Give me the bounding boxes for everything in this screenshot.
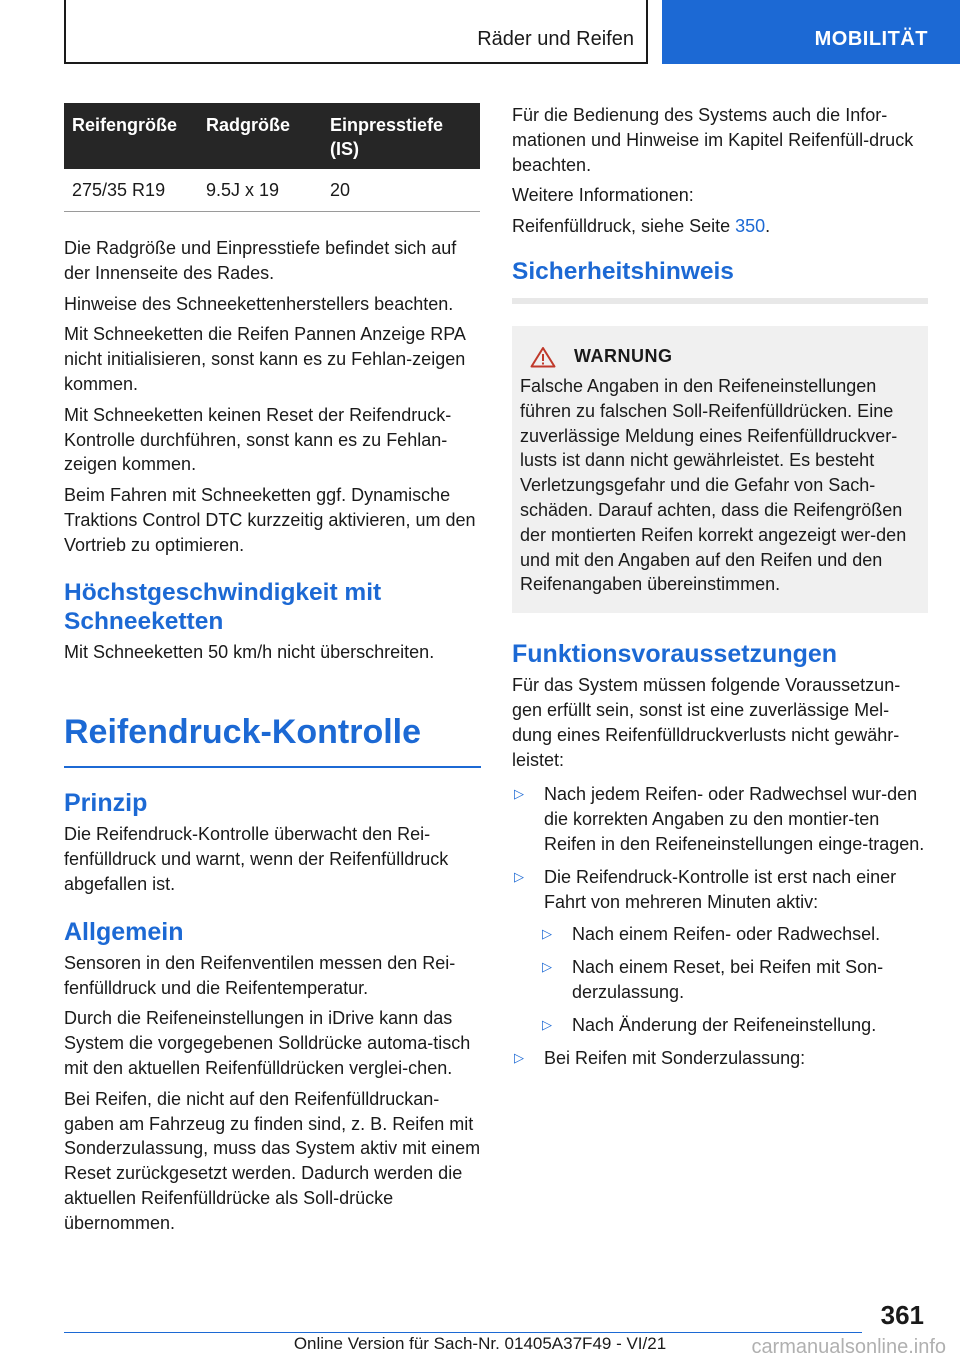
sub-requirements-list	[540, 922, 928, 1037]
paragraph: Für die Bedienung des Systems auch die Infor‐mationen und Hinweise im Kapitel Reifenfüll‐druck beachten.	[512, 105, 914, 175]
paragraph: Weitere Informationen:	[512, 185, 694, 206]
paragraph: Hinweise des Schneekettenherstellers beachten.	[64, 293, 454, 314]
bullet-triangle-icon: ▷	[542, 1016, 552, 1032]
heading-function-requirements: Funktionsvoraussetzungen	[512, 640, 838, 669]
heading-speed: Höchstgeschwindigkeit mit Schneeketten	[64, 578, 382, 635]
list-item-text: Nach jedem Reifen- oder Radwechsel wur‐den die korrekten Angaben zu den montier‐ten Reifen in den Reifeneinstellungen einge‐tragen.	[544, 784, 925, 854]
header-section-box	[64, 0, 648, 64]
header-chapter-tab[interactable]	[662, 0, 960, 64]
bullet-triangle-icon: ▷	[514, 1049, 524, 1065]
table-header-cell: Reifengröße	[64, 103, 198, 169]
list-item-text: Die Reifendruck-Kontrolle ist erst nach einer Fahrt von mehreren Minuten aktiv:	[544, 866, 897, 912]
table-header-row	[64, 103, 480, 169]
heading-allgemein: Allgemein	[64, 917, 184, 946]
list-item-text: Bei Reifen mit Sonderzulassung:	[544, 1047, 806, 1068]
paragraph: Mit Schneeketten die Reifen Pannen Anzeige RPA nicht initialisieren, sonst kann es zu Fehlan‐zeigen kommen.	[64, 324, 466, 394]
list-item	[540, 955, 928, 1005]
list-item	[512, 1046, 928, 1071]
right-column	[512, 103, 928, 1078]
paragraph: Mit Schneeketten 50 km/h nicht überschreiten.	[64, 641, 435, 662]
list-item-text: Nach Änderung der Reifeneinstellung.	[572, 1014, 877, 1035]
warning-text: Falsche Angaben in den Reifeneinstellungen führen zu falschen Soll-Reifenfülldrücken. Eine zuverlässige Meldung eines Reifenfülldruckver‐lusts ist dann nicht gewährleistet. Es besteht Verletzungsgefahr und die Gefahr von Sach‐schäden. Darauf achten, dass die Reifengrößen der montierten Reifen korrekt angezeigt wer‐den und mit den Angaben auf den Reifen und den Reifenangaben übereinstimmen.	[520, 375, 907, 595]
footer-version-text: Online Version für Sach-Nr. 01405A37F49 - VI/21	[293, 1334, 667, 1353]
paragraph: Bei Reifen, die nicht auf den Reifenfülldruckan‐gaben am Fahrzeug zu finden sind, z. B. Reifen mit Sonderzulassung, muss das System aktiv mit einem Reset zurückgesetzt werden. Dadurch werden die aktuellen Reifenfülldrücke als Soll‐drücke übernommen.	[64, 1088, 481, 1233]
list-item	[512, 865, 928, 915]
table-header-cell: Einpresstiefe (IS)	[322, 103, 480, 169]
bullet-triangle-icon: ▷	[542, 959, 552, 975]
paragraph: Die Reifendruck-Kontrolle überwacht den Rei‐fenfülldruck und warnt, wenn der Reifenfülldruck abgefallen ist.	[64, 824, 449, 894]
table-row	[64, 169, 480, 212]
warning-triangle-icon	[530, 346, 556, 368]
list-item	[540, 922, 928, 947]
requirements-list-continued	[512, 1046, 928, 1071]
list-item	[512, 782, 928, 856]
list-item	[540, 1013, 928, 1038]
warning-box	[512, 326, 928, 613]
paragraph: Sensoren in den Reifenventilen messen den Rei‐fenfülldruck und die Reifentemperatur.	[64, 952, 456, 998]
watermark: carmanualsonline.info	[751, 1336, 946, 1358]
paragraph: Für das System müssen folgende Voraussetzun‐gen erfüllt sein, sonst ist eine zuverlässige Mel‐dung eines Reifenfülldruckverlusts nicht gewähr‐leistet:	[512, 675, 901, 770]
warning-title: WARNUNG	[574, 346, 673, 367]
warning-header	[530, 346, 920, 368]
section-title: Räder und Reifen	[477, 28, 634, 50]
reference-text: Reifenfülldruck, siehe Seite	[512, 216, 736, 237]
paragraph: Durch die Reifeneinstellungen in iDrive kann das System die vorgegebenen Solldrücke automa‐tisch mit den aktuellen Reifenfülldrücken verglei‐chen.	[64, 1008, 471, 1078]
bullet-triangle-icon: ▷	[514, 786, 524, 802]
reference-end: .	[765, 216, 771, 237]
table-cell: 9.5J x 19	[198, 169, 322, 212]
paragraph: Beim Fahren mit Schneeketten ggf. Dynamische Traktions Control DTC kurzzeitig aktivieren, um den Vortrieb zu optimieren.	[64, 485, 476, 555]
list-item-text: Nach einem Reifen- oder Radwechsel.	[572, 924, 881, 945]
bullet-triangle-icon: ▷	[514, 868, 524, 884]
paragraph	[512, 214, 928, 239]
page-number: 361	[880, 1300, 924, 1330]
requirements-list	[512, 782, 928, 914]
paragraph: Mit Schneeketten keinen Reset der Reifendruck-Kontrolle durchführen, sonst kann es zu Fehlan‐zeigen kommen.	[64, 404, 452, 475]
table-cell: 20	[322, 169, 480, 212]
heading-prinzip: Prinzip	[64, 789, 148, 818]
page-link[interactable]: 350	[735, 216, 766, 237]
table-header-cell: Radgröße	[198, 103, 322, 169]
list-item-text: Nach einem Reset, bei Reifen mit Son‐derzulassung.	[572, 957, 884, 1002]
table-cell: 275/35 R19	[64, 169, 198, 212]
heading-safety: Sicherheitshinweis	[512, 257, 928, 304]
paragraph: Die Radgröße und Einpresstiefe befindet sich auf der Innenseite des Rades.	[64, 238, 457, 283]
left-column	[64, 103, 481, 1242]
wheel-size-table	[64, 103, 480, 212]
chapter-title: MOBILITÄT	[814, 28, 928, 50]
bullet-triangle-icon: ▷	[542, 926, 552, 942]
heading-main-tire-pressure: Reifendruck-Kontrolle	[64, 712, 481, 768]
footer-divider	[64, 1332, 862, 1333]
